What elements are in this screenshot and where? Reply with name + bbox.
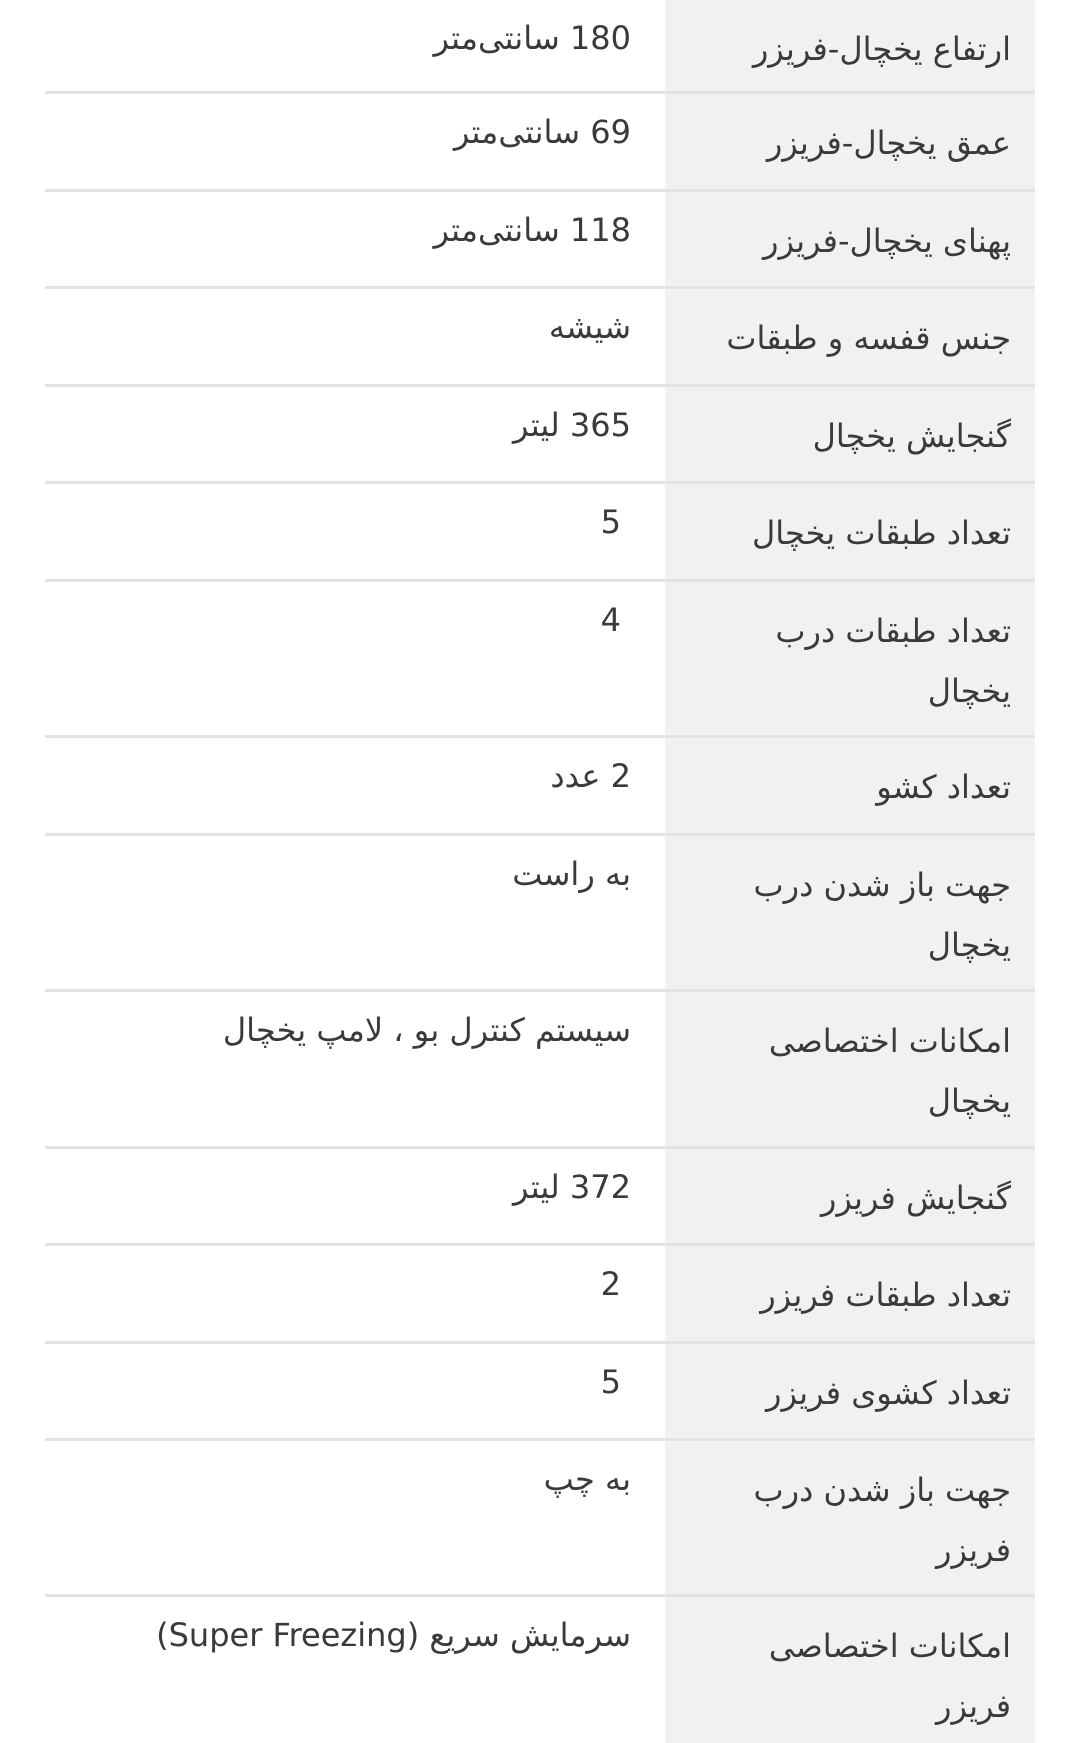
- spec-label: تعداد کشوی فریزر: [665, 1344, 1035, 1438]
- spec-row-freezer-drawers: [45, 1344, 1035, 1441]
- spec-label: امکانات اختصاصی فریزر: [665, 1597, 1035, 1743]
- spec-label: تعداد کشو: [665, 738, 1035, 833]
- spec-value: 5: [600, 1363, 621, 1401]
- spec-row-drawers: [45, 738, 1035, 836]
- spec-label: جنس قفسه و طبقات: [665, 289, 1035, 384]
- spec-row-door-shelves: [45, 582, 1035, 738]
- spec-label: ارتفاع یخچال-فریزر: [665, 0, 1035, 91]
- spec-row-height: [45, 0, 1035, 94]
- spec-value: 372 لیتر: [513, 1168, 631, 1206]
- spec-row-freezer-capacity: [45, 1149, 1035, 1246]
- spec-value: 5: [600, 503, 621, 541]
- spec-value: 118 سانتی‌متر: [433, 211, 631, 249]
- spec-row-width: [45, 192, 1035, 289]
- spec-label: تعداد طبقات یخچال: [665, 484, 1035, 579]
- spec-value: 69 سانتی‌متر: [453, 113, 631, 151]
- spec-value: سرمایش سریع (Super Freezing): [156, 1616, 631, 1654]
- spec-row-freezer-features: [45, 1597, 1035, 1743]
- spec-row-fridge-features: [45, 992, 1035, 1149]
- spec-label: گنجایش فریزر: [665, 1149, 1035, 1243]
- spec-value: 365 لیتر: [513, 406, 631, 444]
- spec-row-depth: [45, 94, 1035, 192]
- spec-label: عمق یخچال-فریزر: [665, 94, 1035, 189]
- spec-row-shelf-material: [45, 289, 1035, 387]
- spec-label: جهت باز شدن درب فریزر: [665, 1441, 1035, 1594]
- spec-label: گنجایش یخچال: [665, 387, 1035, 481]
- spec-value: شیشه: [548, 308, 631, 346]
- spec-label: امکانات اختصاصی یخچال: [665, 992, 1035, 1146]
- spec-value: 180 سانتی‌متر: [433, 19, 631, 57]
- spec-label: تعداد طبقات فریزر: [665, 1246, 1035, 1341]
- specs-table: [45, 0, 1035, 1743]
- spec-value: 4: [600, 601, 621, 639]
- spec-label: تعداد طبقات درب یخچال: [665, 582, 1035, 735]
- spec-value: 2 عدد: [550, 757, 631, 795]
- spec-row-fridge-door-direction: [45, 836, 1035, 992]
- spec-row-freezer-door-direction: [45, 1441, 1035, 1597]
- spec-row-fridge-shelves: [45, 484, 1035, 582]
- spec-row-freezer-shelves: [45, 1246, 1035, 1344]
- spec-value: 2: [600, 1265, 621, 1303]
- spec-value: به راست: [512, 855, 631, 893]
- spec-value: به چپ: [543, 1460, 631, 1498]
- spec-label: جهت باز شدن درب یخچال: [665, 836, 1035, 989]
- spec-label: پهنای یخچال-فریزر: [665, 192, 1035, 286]
- spec-row-fridge-capacity: [45, 387, 1035, 484]
- spec-value: سیستم کنترل بو ، لامپ یخچال: [222, 1011, 631, 1049]
